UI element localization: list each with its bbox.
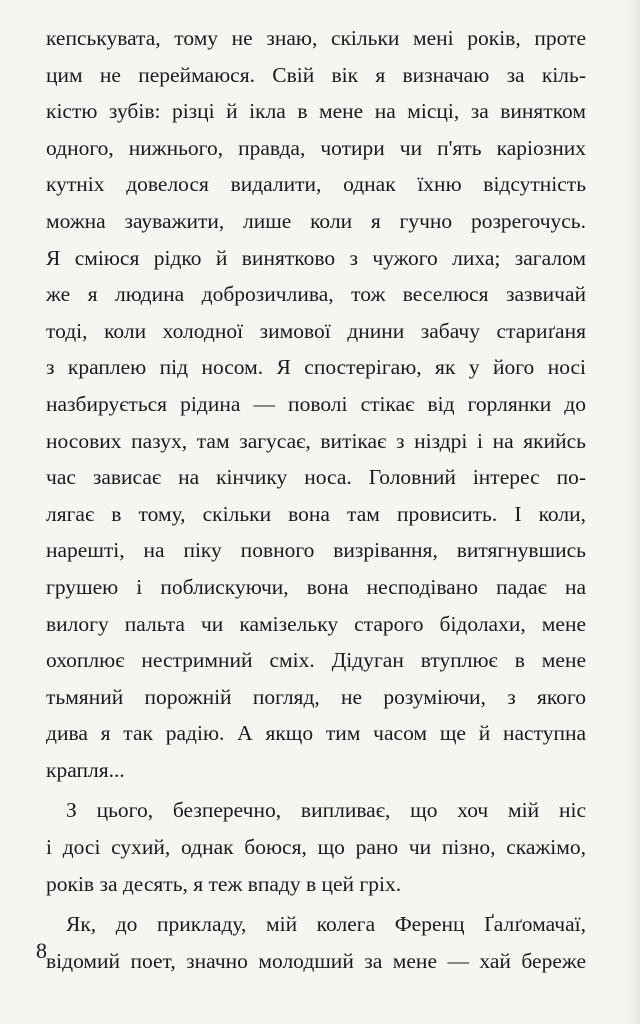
text-line: можна зауважити, лише коли я гучно розрегочусь. [46,208,586,233]
text-line: відомий поет, значно молодший за мене — хай береже [46,948,586,973]
text-line: кепськувата, тому не знаю, скільки мені років, проте [46,26,586,50]
text-line: же я людина доброзичлива, тож веселюся зазвичай [46,282,586,307]
text-line: Я сміюся рідко й винятково з чужого лиха; загалом [46,245,586,270]
text-line: кістю зубів: різці й ікла в мене на місці, за винятком [46,99,586,124]
text-line: з краплею під носом. Я спостерігаю, як у його носі [46,355,586,380]
text-line: і досі сухий, однак боюся, що рано чи пізно, скажімо, [46,835,586,860]
text-line: З цього, безперечно, випливає, що хоч мій ніс [66,798,586,823]
text-line: крапля... [46,757,125,782]
page-number: 8 [36,938,47,963]
text-line: одного, нижнього, правда, чотири чи п'ять каріозних [46,135,586,160]
text-line: носових пазух, там загусає, витікає з ніздрі і на якийсь [46,428,586,453]
text-line: лягає в тому, скільки вона там провисить. І коли, [46,501,586,526]
text-line: охоплює нестримний сміх. Дідуган втуплює в мене [46,648,586,673]
text-line: цим не переймаюся. Свій вік я визначаю за кіль- [46,62,586,87]
body-text [46,20,586,979]
text-line: Як, до прикладу, мій колега Ференц Ґалґомачаї, [66,912,586,937]
text-line: тьмяний порожній погляд, не розуміючи, з якого [46,684,586,709]
text-line: грушею і поблискуючи, вона несподівано падає на [46,574,586,599]
text-line: років за десять, я теж впаду в цей гріх. [46,871,402,896]
text-line: назбирується рідина — поволі стікає від горлянки до [46,391,586,416]
text-line: вилогу пальта чи камізельку старого бідолахи, мене [46,611,586,636]
text-line: тоді, коли холодної зимової днини забачу стариґаня [46,318,586,343]
text-line: дива я так радію. А якщо тим часом ще й наступна [46,721,586,746]
text-line: кутніх довелося видалити, однак їхню відсутність [46,172,586,197]
text-line: час зависає на кінчику носа. Головний інтерес по- [46,465,586,490]
text-line: нарешті, на піку повного визрівання, витягнувшись [46,538,586,563]
